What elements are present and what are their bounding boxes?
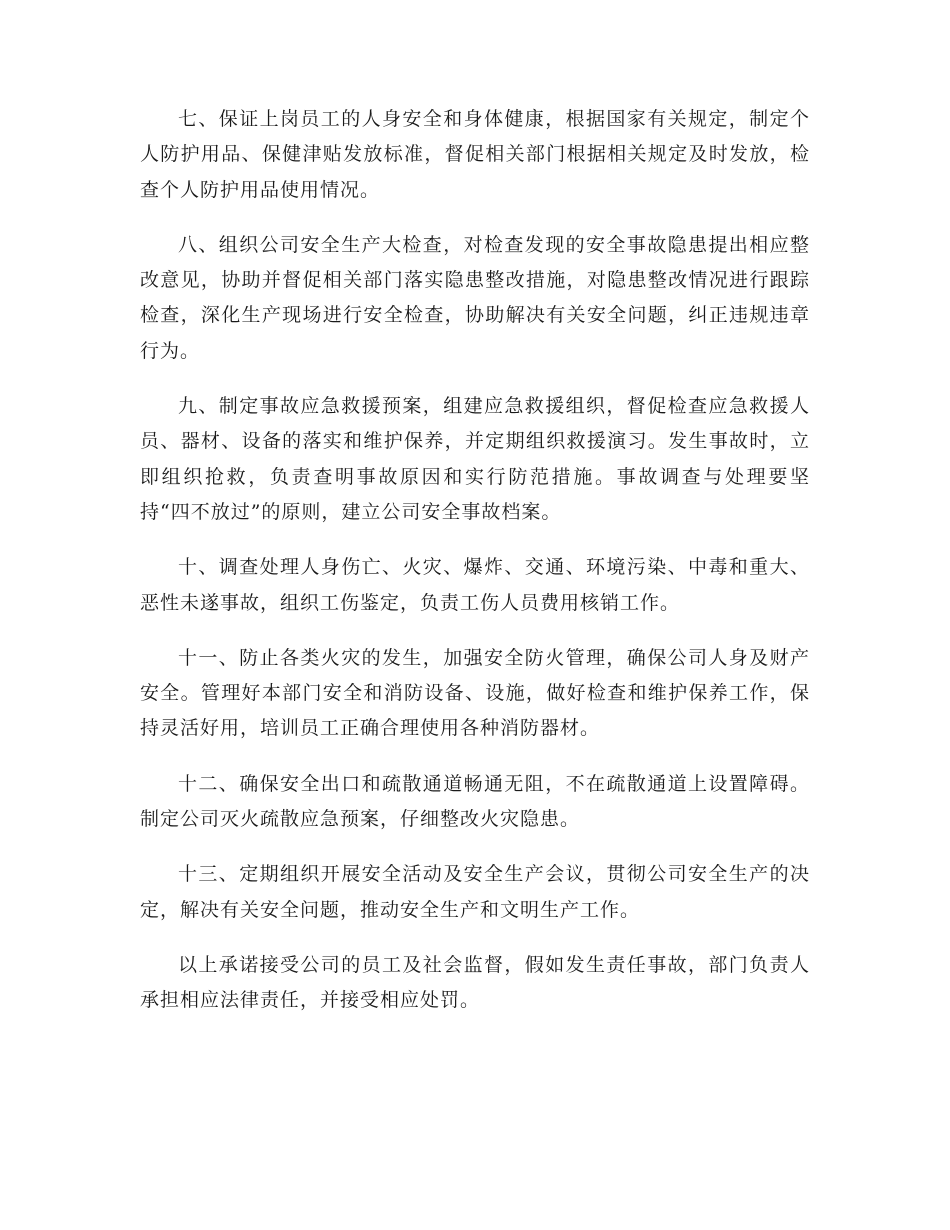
paragraph-12: 十二、确保安全出口和疏散通道畅通无阻，不在疏散通道上设置障碍。制定公司灭火疏散应急预案，仔细整改火灾隐患。 — [140, 772, 810, 831]
paragraph-11: 十一、防止各类火灾的发生，加强安全防火管理，确保公司人身及财产安全。管理好本部门安全和消防设备、设施，做好检查和维护保养工作，保持灵活好用，培训员工正确合理使用各种消防器材。 — [140, 646, 810, 740]
paragraph-10: 十、调查处理人身伤亡、火灾、爆炸、交通、环境污染、中毒和重大、恶性未遂事故，组织工伤鉴定，负责工伤人员费用核销工作。 — [140, 556, 810, 614]
paragraph-7: 七、保证上岗员工的人身安全和身体健康，根据国家有关规定，制定个人防护用品、保健津贴发放标准，督促相关部门根据相关规定及时发放，检查个人防护用品使用情况。 — [140, 108, 810, 201]
closing-paragraph: 以上承诺接受公司的员工及社会监督，假如发生责任事故，部门负责人承担相应法律责任，并接受相应处罚。 — [140, 953, 810, 1012]
paragraph-9: 九、制定事故应急救援预案，组建应急救援组织，督促检查应急救援人员、器材、设备的落实和维护保养，并定期组织救援演习。发生事故时，立即组织抢救，负责查明事故原因和实行防范措施。事故调查与处理要坚持“四不放过”的原则，建立公司安全事故档案。 — [140, 395, 810, 523]
document-body — [140, 102, 810, 1039]
paragraph-13: 十三、定期组织开展安全活动及安全生产会议，贯彻公司安全生产的决定，解决有关安全问题，推动安全生产和文明生产工作。 — [140, 863, 810, 921]
paragraph-8: 八、组织公司安全生产大检查，对检查发现的安全事故隐患提出相应整改意见，协助并督促相关部门落实隐患整改措施，对隐患整改情况进行跟踪检查，深化生产现场进行安全检查，协助解决有关安全问题，纠正违规违章行为。 — [140, 233, 810, 362]
